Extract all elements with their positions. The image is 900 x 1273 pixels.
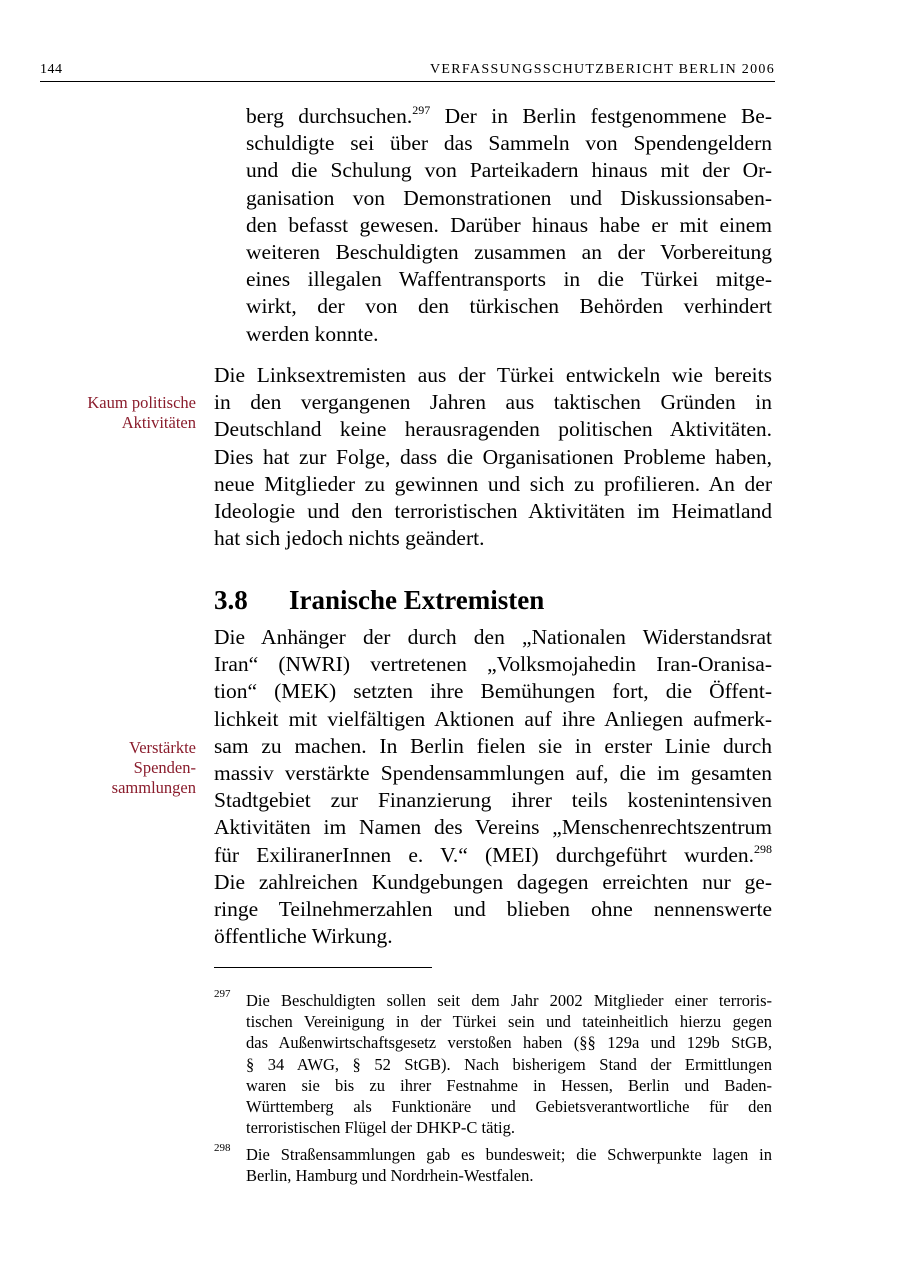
text-line: wirkt, der von den türkischen Behörden verhindert xyxy=(246,294,772,319)
text-line: sam zu machen. In Berlin fielen sie in erster Linie durch xyxy=(214,733,772,758)
running-header xyxy=(40,62,775,82)
footnote-line: Die Straßensammlungen gab es bundesweit; die Schwerpunkte lagen in xyxy=(246,1145,772,1164)
text-line: Stadtgebiet zur Finanzierung ihrer teils kostenintensiven xyxy=(214,788,772,813)
paragraph-continuation xyxy=(246,103,772,348)
text-line: schuldigte sei über das Sammeln von Spendengeldern xyxy=(246,131,772,156)
text-line: eines illegalen Waffentransports in die Türkei mitge- xyxy=(246,267,772,292)
footnote-number: 298 xyxy=(214,1142,231,1154)
text-line: werden konnte. xyxy=(246,321,379,346)
text-line: tion“ (MEK) setzten ihre Bemühungen fort, die Öffent- xyxy=(214,679,772,704)
paragraph-iranische-extremisten xyxy=(214,624,772,950)
text-line: Ideologie und den terroristischen Aktivitäten im Heimatland xyxy=(214,499,772,524)
footnote-line: terroristischen Flügel der DHKP-C tätig. xyxy=(246,1118,515,1138)
section-heading xyxy=(214,585,544,616)
footnote-ref-298[interactable]: 298 xyxy=(754,841,772,856)
footnote-298 xyxy=(214,1144,772,1186)
footnote-line: Berlin, Hamburg und Nordrhein-Westfalen. xyxy=(246,1166,534,1186)
text-line: und die Schulung von Parteikadern hinaus mit der Or- xyxy=(246,158,772,183)
text-line: den befasst gewesen. Darüber hinaus habe er mit einem xyxy=(246,212,772,237)
text-line: massiv verstärkte Spendensammlungen auf, die im gesamten xyxy=(214,761,772,786)
text-line: in den vergangenen Jahren aus taktischen Gründen in xyxy=(214,390,772,415)
page-number: 144 xyxy=(40,62,63,77)
text-line: Die Anhänger der durch den „Nationalen Widerstandsrat xyxy=(214,625,772,649)
text-line: Iran“ (NWRI) vertretenen „Volksmojahedin Iran-Oranisa- xyxy=(214,652,772,677)
section-title: Iranische Extremisten xyxy=(289,585,545,615)
text-line: berg durchsuchen.$^{297}$ Der in Berlin festgenommene Be- xyxy=(246,103,773,128)
text-line: Die Linksextremisten aus der Türkei entwickeln wie bereits xyxy=(214,363,772,387)
footnote-line: tischen Vereinigung in der Türkei sein und tateinheitlich hierzu gegen xyxy=(246,1012,772,1032)
text-line: Aktivitäten im Namen des Vereins „Menschenrechtszentrum xyxy=(214,815,772,840)
footnote-297 xyxy=(214,990,772,1138)
margin-note-kaum-politische-aktivitaeten: Kaum politische Aktivitäten xyxy=(87,393,196,432)
footnote-line: Württemberg als Funktionäre und Gebietsverantwortliche für den xyxy=(246,1097,772,1117)
text-line: ringe Teilnehmerzahlen und blieben ohne nennenswerte xyxy=(214,897,772,922)
text-line: öffentliche Wirkung. xyxy=(214,924,393,949)
footnote-number: 297 xyxy=(214,988,231,1000)
text-line: lichkeit mit vielfältigen Aktionen auf ihre Anliegen aufmerk- xyxy=(214,706,772,731)
text-line: Die zahlreichen Kundgebungen dagegen erreichten nur ge- xyxy=(214,869,772,894)
footnote-line: Die Beschuldigten sollen seit dem Jahr 2002 Mitglieder einer terroris- xyxy=(246,991,772,1010)
footnote-line: § 34 AWG, § 52 StGB). Nach bisherigem Stand der Ermittlungen xyxy=(246,1054,772,1074)
text-line: hat sich jedoch nichts geändert. xyxy=(214,526,485,551)
section-number: 3.8 xyxy=(214,585,248,615)
footnote-ref-297[interactable]: 297 xyxy=(412,103,431,117)
text-line: neue Mitglieder zu gewinnen und sich zu profilieren. An der xyxy=(214,471,772,496)
margin-note-verstaerkte-spendensammlungen: Verstärkte Spenden- sammlungen xyxy=(111,738,196,797)
text-line: Deutschland keine herausragenden politischen Aktivitäten. xyxy=(214,417,772,442)
text-line: für ExiliranerInnen e. V.“ (MEI) durchgeführt wurden.$^{298}$ xyxy=(214,841,772,867)
text-line: weiteren Beschuldigten zusammen an der Vorbereitung xyxy=(246,240,772,265)
paragraph-linksextremisten xyxy=(214,362,772,552)
footnote-separator xyxy=(214,967,432,968)
text-line: ganisation von Demonstrationen und Diskussionsaben- xyxy=(246,185,772,210)
running-title: VERFASSUNGSSCHUTZBERICHT BERLIN 2006 xyxy=(430,62,775,77)
footnote-line: waren sie bis zu ihrer Festnahme in Hessen, Berlin und Baden- xyxy=(246,1075,772,1095)
text-line: Dies hat zur Folge, dass die Organisationen Probleme haben, xyxy=(214,444,772,469)
footnote-line: das Außenwirtschaftsgesetz verstoßen haben (§§ 129a und 129b StGB, xyxy=(246,1033,772,1053)
